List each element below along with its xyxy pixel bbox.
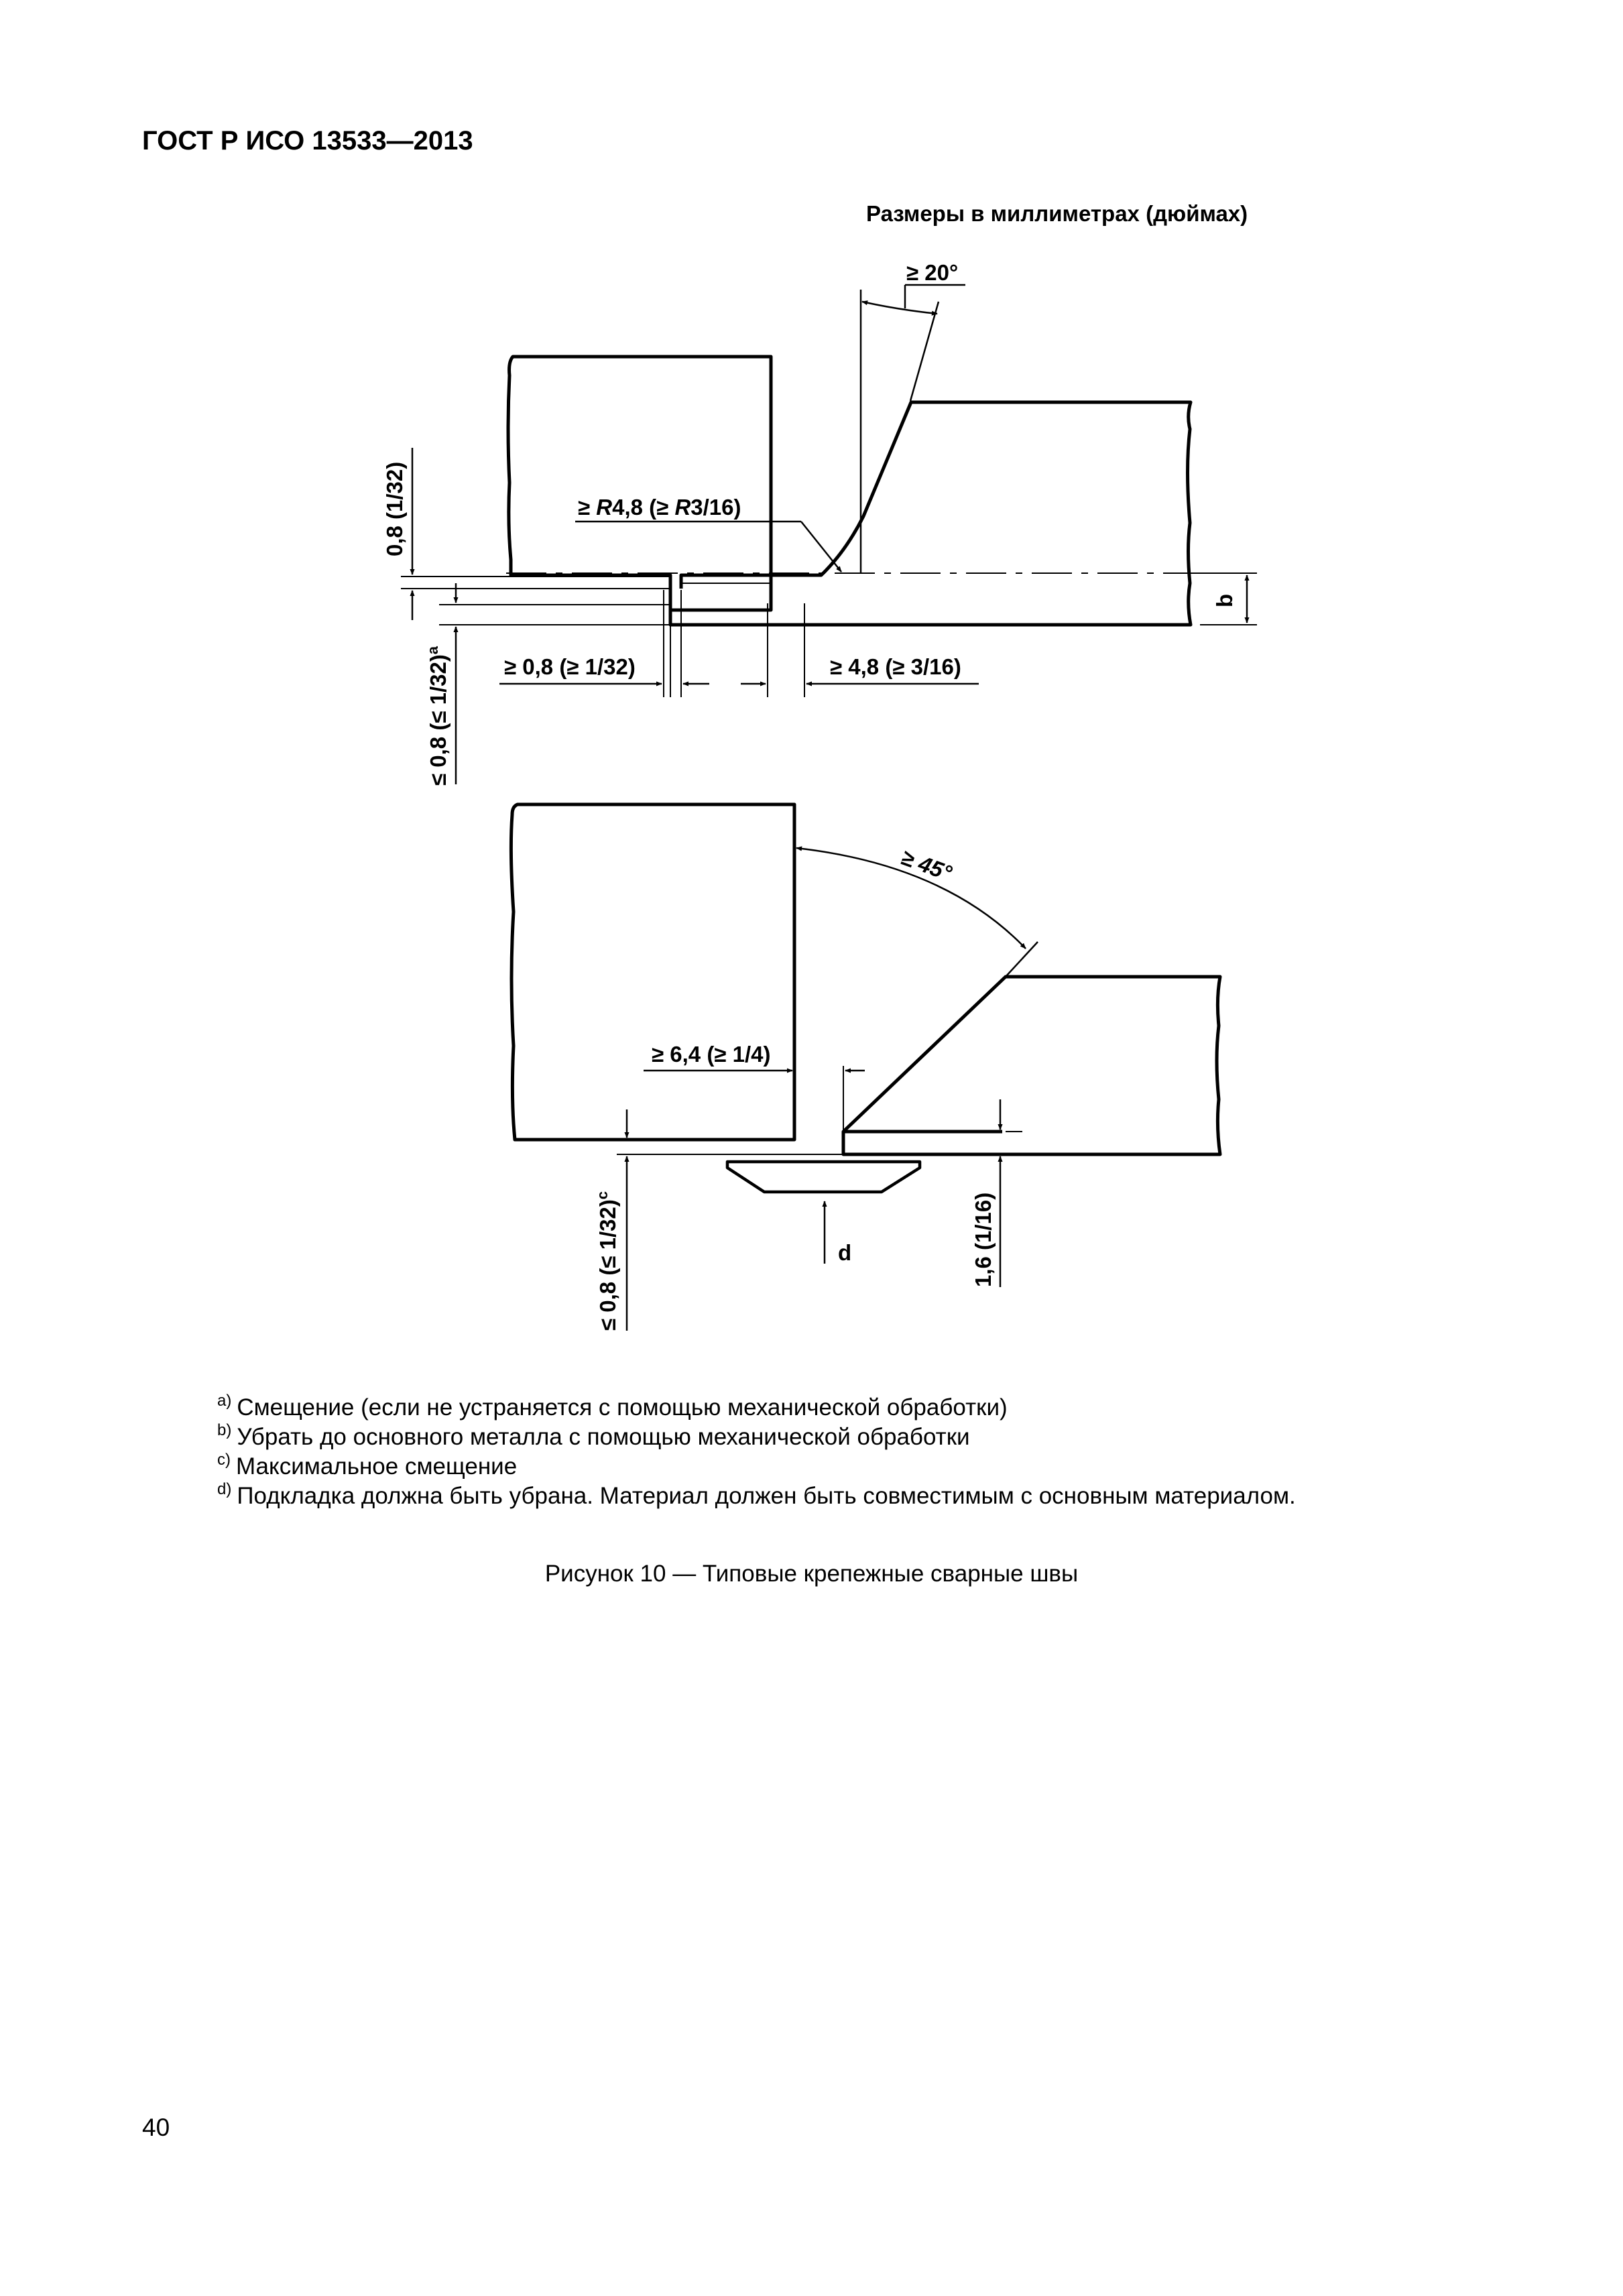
extension-label: ≥ 4,8 (≥ 3/16) — [830, 654, 961, 679]
footnote-a: $^{a)}$ Смещение (если не устраняется с помощью механической обработки) — [217, 1392, 1008, 1421]
angle-45-label: ≥ 45° — [898, 844, 955, 886]
angle-20-label: ≥ 20° — [906, 260, 959, 285]
left-plate-top — [508, 357, 771, 610]
footnote-c: $^{c)}$ Максимальное смещение — [217, 1451, 518, 1479]
bottom-weld-detail — [511, 804, 1220, 1331]
figure-caption: Рисунок 10 — Типовые крепежные сварные швы — [544, 1561, 1079, 1587]
left-plate-bottom — [511, 804, 794, 1140]
max-offset-bottom-label: ≤ 0,8 (≤ 1/32)$^c$ — [594, 1191, 620, 1331]
land-width-label: ≥ 0,8 (≥ 1/32) — [504, 654, 636, 679]
units-note: Размеры в миллиметрах (дюймах) — [866, 201, 1248, 226]
backing-gap-label: 1,6 (1/16) — [971, 1192, 996, 1287]
offset-vertical-label: 0,8 (1/32) — [382, 461, 407, 556]
footnote-d: $^{d)}$ Подкладка должна быть убрана. Материал должен быть совместимым с основным материалом. — [217, 1480, 1296, 1509]
backing-note-d-label: d — [838, 1240, 852, 1265]
footnote-b: $^{b)}$ Убрать до основного металла с помощью механической обработки — [217, 1421, 970, 1450]
document-code-header: ГОСТ Р ИСО 13533—2013 — [142, 126, 473, 156]
page-number: 40 — [142, 2114, 170, 2141]
right-plate-bottom — [843, 977, 1220, 1154]
gap-label: ≥ 6,4 (≥ 1/4) — [652, 1042, 771, 1067]
top-weld-detail — [382, 260, 1257, 786]
right-plate-top — [670, 402, 1191, 625]
backing-strip — [727, 1162, 920, 1192]
radius-label: ≥ R4,8 (≥ R3/16) — [578, 495, 741, 520]
thickness-b-label: b — [1212, 593, 1237, 607]
max-offset-top-label: ≤ 0,8 (≤ 1/32)$^a$ — [424, 646, 450, 786]
